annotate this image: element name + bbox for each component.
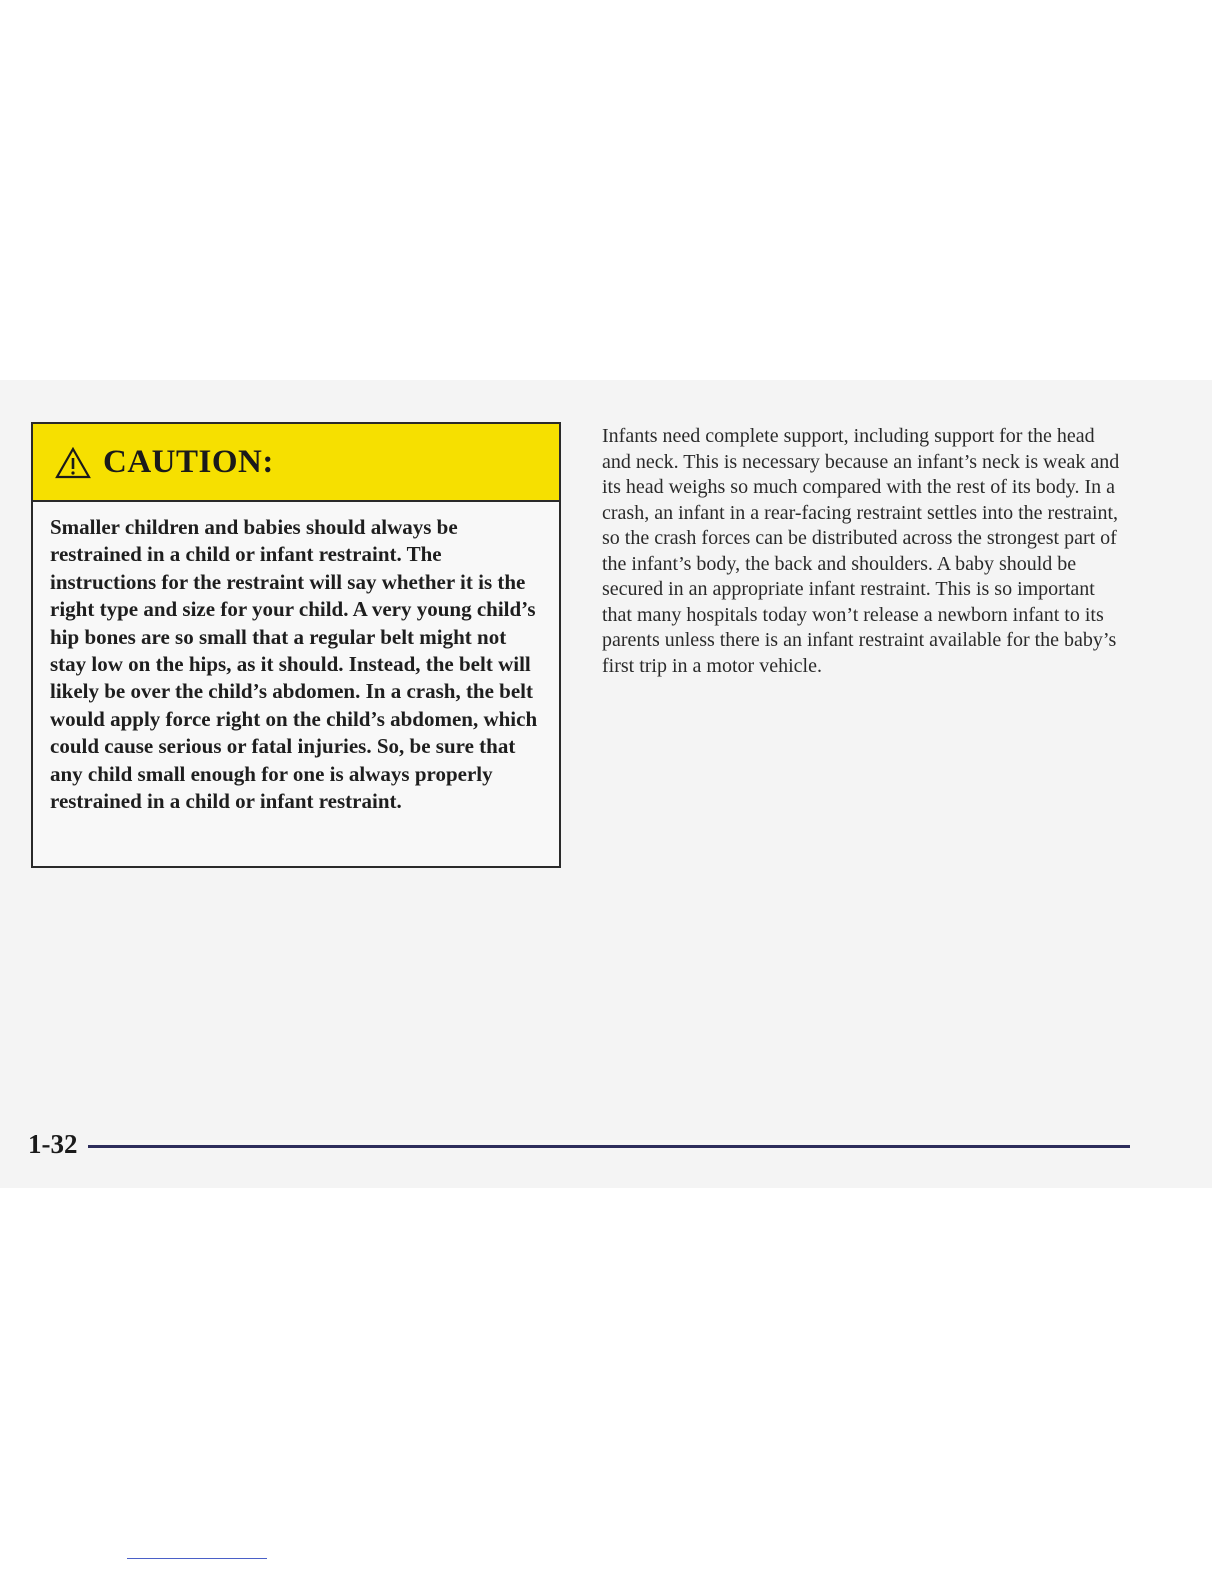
caution-header bbox=[33, 424, 559, 502]
page-footer bbox=[28, 1128, 1130, 1160]
caution-title: CAUTION: bbox=[103, 443, 274, 480]
caution-box bbox=[31, 422, 561, 868]
infant-support-paragraph: Infants need complete support, including support for the head and neck. This is necessary because an infant’s neck is weak and its head weighs so much compared with the rest of its body. In a crash, an infant in a rear-facing restraint settles into the restraint, so the crash forces can be distributed across the strongest part of the infant’s body, the back and shoulders. A baby should be secured in an appropriate infant restraint. This is so important that many hospitals today won’t release a newborn infant to its parents unless there is an infant restraint available for the baby’s first trip in a motor vehicle. bbox=[602, 425, 1120, 677]
footer-rule bbox=[88, 1145, 1131, 1148]
page-number: 1-32 bbox=[28, 1128, 78, 1159]
link-underline bbox=[127, 1558, 267, 1559]
warning-triangle-icon bbox=[55, 447, 91, 479]
caution-body: Smaller children and babies should always be restrained in a child or infant restraint. The instructions for the restraint will say whether it is the right type and size for your child. A very young child’s hip bones are so small that a regular belt might not stay low on the hips, as it should. Instead, the belt will likely be over the child’s abdomen. In a crash, the belt would apply force right on the child’s abdomen, which could cause serious or fatal injuries. So, be sure that any child small enough for one is always properly restrained in a child or infant restraint. bbox=[50, 515, 538, 814]
